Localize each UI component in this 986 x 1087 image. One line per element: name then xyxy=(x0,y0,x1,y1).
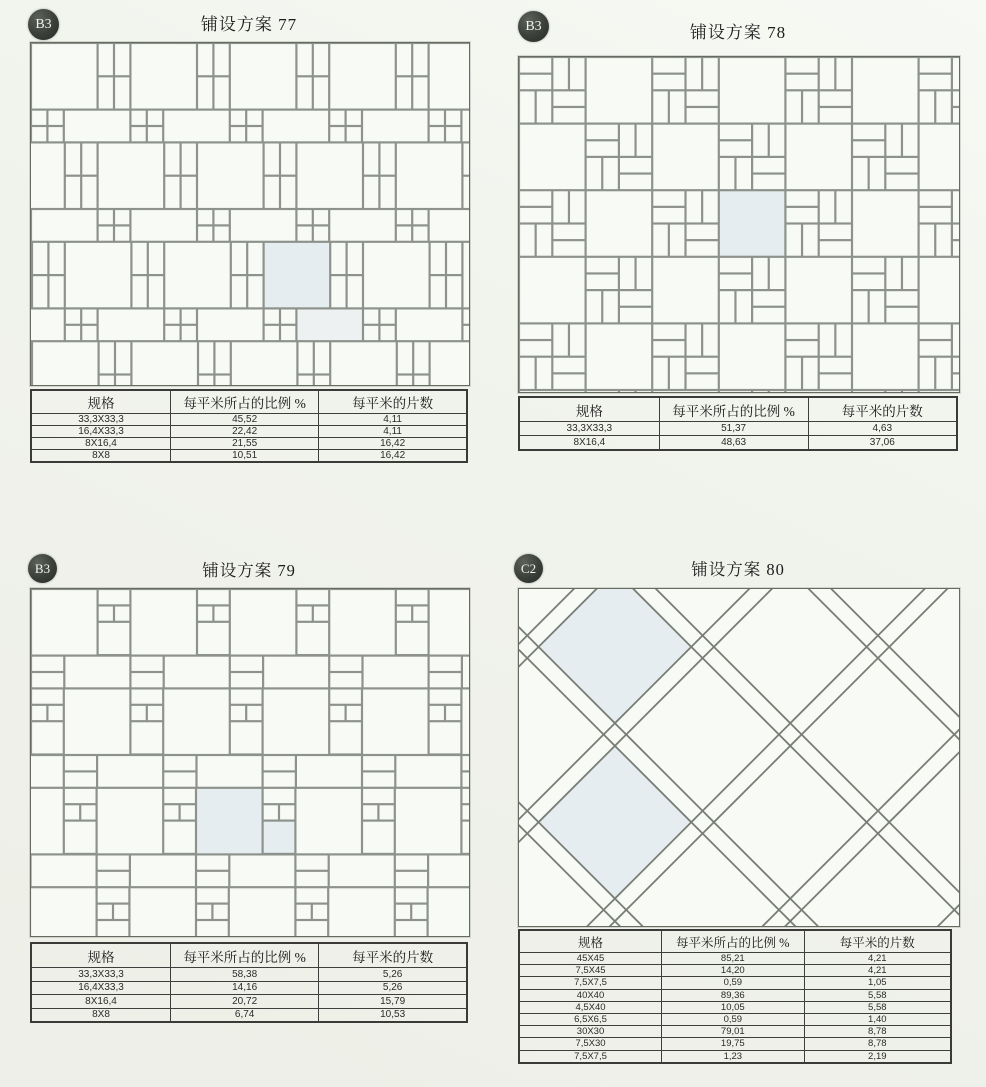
table-row: 8X8 10,51 16,42 xyxy=(31,450,467,463)
col-header-pieces: 每平米的片数 xyxy=(804,930,951,953)
table-header-row xyxy=(519,397,957,422)
table-row: 16,4X33,3 14,16 5,26 xyxy=(31,981,467,995)
tile-pattern-diagram xyxy=(519,589,959,926)
col-header-size: 规格 xyxy=(31,943,171,968)
table-row: 33,3X33,3 51,37 4,63 xyxy=(519,422,957,436)
col-header-size: 规格 xyxy=(519,930,662,953)
tile-pattern-diagram xyxy=(519,57,959,392)
tile-pattern-frame xyxy=(30,42,470,386)
table-row: 16,4X33,3 22,42 4,11 xyxy=(31,426,467,438)
table-row: 7,5X7,5 0,59 1,05 xyxy=(519,977,951,989)
table-row: 6,5X6,5 0,59 1,40 xyxy=(519,1013,951,1025)
spec-table xyxy=(518,396,958,451)
col-header-pieces: 每平米的片数 xyxy=(319,390,467,414)
tile-pattern-frame xyxy=(30,588,470,937)
table-row: 30X30 79,01 8,78 xyxy=(519,1026,951,1038)
table-row: 7,5X45 14,20 4,21 xyxy=(519,965,951,977)
category-badge: B3 xyxy=(28,9,59,40)
table-row: 33,3X33,3 58,38 5,26 xyxy=(31,968,467,982)
panel-title: 铺设方案 78 xyxy=(689,23,787,42)
tile-pattern-diagram xyxy=(31,43,469,385)
spec-table xyxy=(30,389,468,463)
table-row: 8X8 6,74 10,53 xyxy=(31,1008,467,1022)
table-row: 7,5X7,5 1,23 2,19 xyxy=(519,1050,951,1063)
table-row: 40X40 89,36 5,58 xyxy=(519,989,951,1001)
col-header-size: 规格 xyxy=(31,390,171,414)
table-header-row xyxy=(31,943,467,968)
category-badge: B3 xyxy=(28,554,57,583)
tile-pattern-frame xyxy=(518,56,960,393)
table-row: 33,3X33,3 45,52 4,11 xyxy=(31,414,467,426)
category-badge: C2 xyxy=(514,554,543,583)
col-header-pieces: 每平米的片数 xyxy=(808,397,957,422)
col-header-ratio: 每平米所占的比例 % xyxy=(662,930,805,953)
col-header-pieces: 每平米的片数 xyxy=(319,943,467,968)
panel-title: 铺设方案 80 xyxy=(691,560,785,579)
table-row: 7,5X30 19,75 8,78 xyxy=(519,1038,951,1050)
table-row: 8X16,4 20,72 15,79 xyxy=(31,995,467,1009)
spec-table xyxy=(30,942,468,1023)
table-row: 4,5X40 10,05 5,58 xyxy=(519,1001,951,1013)
category-badge: B3 xyxy=(518,11,549,42)
col-header-ratio: 每平米所占的比例 % xyxy=(659,397,808,422)
panel-title: 铺设方案 77 xyxy=(200,15,298,34)
col-header-ratio: 每平米所占的比例 % xyxy=(171,390,319,414)
table-row: 8X16,4 21,55 16,42 xyxy=(31,438,467,450)
table-row: 45X45 85,21 4,21 xyxy=(519,953,951,965)
table-row: 8X16,4 48,63 37,06 xyxy=(519,436,957,451)
spec-table xyxy=(518,929,952,1064)
tile-pattern-frame xyxy=(518,588,960,927)
panel-title: 铺设方案 79 xyxy=(202,561,296,580)
col-header-size: 规格 xyxy=(519,397,659,422)
table-header-row xyxy=(31,390,467,414)
table-header-row xyxy=(519,930,951,953)
tile-pattern-diagram xyxy=(31,589,469,936)
col-header-ratio: 每平米所占的比例 % xyxy=(171,943,319,968)
